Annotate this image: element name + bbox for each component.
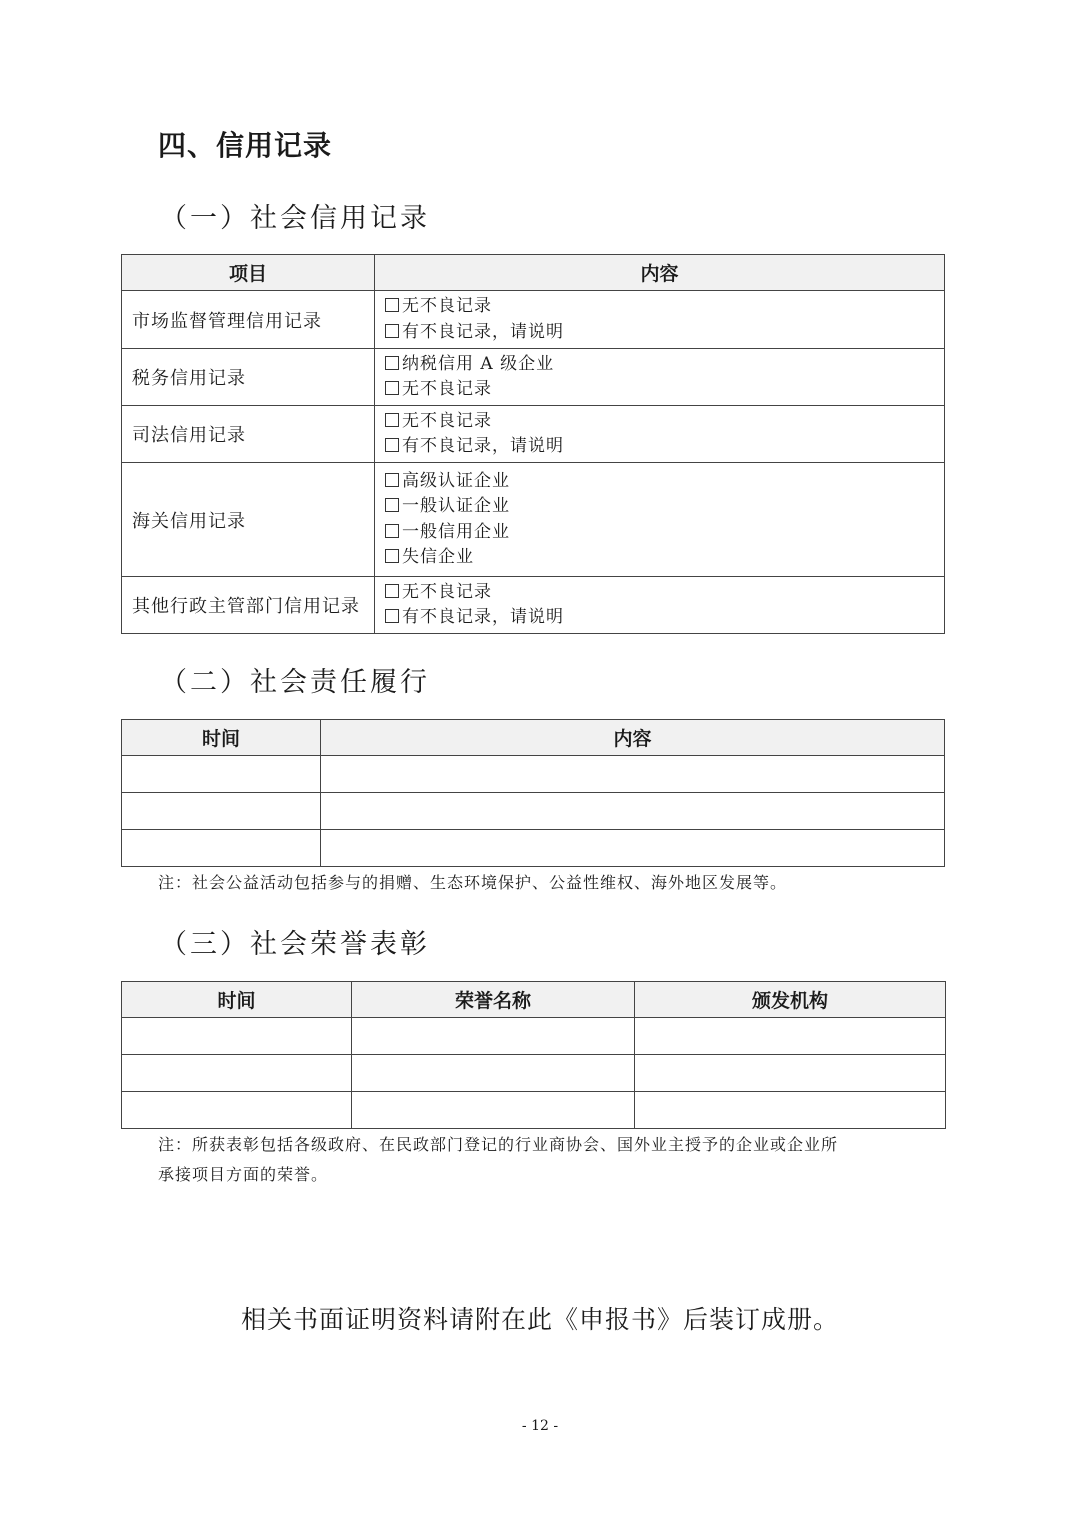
option-label: 无不良记录 [402, 379, 492, 399]
column-header-item: 项目 [122, 255, 375, 291]
checkbox-option[interactable] [375, 605, 944, 631]
checkbox-option[interactable] [375, 352, 944, 378]
responsibility-heading: （二）社会责任履行 [160, 667, 430, 698]
row-label: 市场监督管理信用记录 [122, 291, 375, 349]
issuer-cell[interactable] [635, 1092, 946, 1129]
checkbox-option[interactable] [375, 409, 944, 435]
option-label: 高级认证企业 [402, 470, 510, 491]
column-header-time: 时间 [122, 720, 321, 756]
row-label: 税务信用记录 [122, 349, 375, 406]
content-cell[interactable] [321, 793, 945, 830]
column-header-honor-name: 荣誉名称 [352, 982, 635, 1018]
checkbox-option[interactable] [375, 469, 944, 495]
options-cell [375, 577, 945, 634]
table-row [122, 406, 945, 463]
honor-name-cell[interactable] [352, 1055, 635, 1092]
option-label: 一般认证企业 [402, 496, 510, 516]
option-label: 一般信用企业 [402, 521, 510, 542]
checkbox-option[interactable] [375, 377, 944, 403]
table-row [122, 756, 945, 793]
column-header-content: 内容 [321, 720, 945, 756]
checkbox-icon[interactable] [385, 381, 399, 395]
option-label: 纳税信用 A 级企业 [402, 353, 555, 374]
row-label: 其他行政主管部门信用记录 [122, 577, 375, 634]
option-label: 无不良记录 [402, 410, 492, 431]
time-cell[interactable] [122, 1055, 352, 1092]
page-number: - 12 - [521, 1418, 559, 1434]
issuer-cell[interactable] [635, 1018, 946, 1055]
table-row [122, 793, 945, 830]
checkbox-option[interactable] [375, 494, 944, 520]
table-row [122, 1055, 946, 1092]
row-label: 海关信用记录 [122, 463, 375, 577]
credit-record-table [121, 254, 945, 634]
time-cell[interactable] [122, 793, 321, 830]
table-row [122, 291, 945, 349]
responsibility-table [121, 719, 945, 867]
column-header-content: 内容 [375, 255, 945, 291]
issuer-cell[interactable] [635, 1055, 946, 1092]
honor-heading: （三）社会荣誉表彰 [160, 929, 430, 960]
credit-heading: （一）社会信用记录 [160, 203, 430, 234]
checkbox-icon[interactable] [385, 584, 399, 598]
checkbox-icon[interactable] [385, 438, 399, 452]
options-cell [375, 291, 945, 349]
checkbox-option[interactable] [375, 320, 944, 346]
honor-note-line: 注：所获表彰包括各级政府、在民政部门登记的行业商协会、国外业主授予的企业或企业所 [158, 1135, 839, 1154]
honor-note-line: 承接项目方面的荣誉。 [158, 1165, 329, 1184]
options-cell [375, 406, 945, 463]
time-cell[interactable] [122, 756, 321, 793]
attachment-instruction: 相关书面证明资料请附在此《申报书》后装订成册。 [240, 1305, 839, 1334]
honor-note [158, 1130, 838, 1190]
checkbox-option[interactable] [375, 520, 944, 546]
row-label: 司法信用记录 [122, 406, 375, 463]
content-cell[interactable] [321, 756, 945, 793]
checkbox-option[interactable] [375, 545, 944, 571]
column-header-issuer: 颁发机构 [635, 982, 946, 1018]
time-cell[interactable] [122, 830, 321, 867]
content-cell[interactable] [321, 830, 945, 867]
checkbox-icon[interactable] [385, 298, 399, 312]
time-cell[interactable] [122, 1018, 352, 1055]
column-header-time: 时间 [122, 982, 352, 1018]
option-label: 无不良记录 [402, 581, 492, 602]
option-label: 有不良记录，请说明 [402, 607, 564, 627]
honor-table [121, 981, 946, 1129]
table-row [122, 577, 945, 634]
checkbox-icon[interactable] [385, 356, 399, 370]
checkbox-icon[interactable] [385, 498, 399, 512]
table-row [122, 1092, 946, 1129]
table-row [122, 830, 945, 867]
option-label: 失信企业 [402, 547, 474, 567]
honor-name-cell[interactable] [352, 1018, 635, 1055]
checkbox-option[interactable] [375, 434, 944, 460]
option-label: 有不良记录，请说明 [402, 321, 564, 342]
table-row [122, 1018, 946, 1055]
checkbox-icon[interactable] [385, 524, 399, 538]
checkbox-option[interactable] [375, 580, 944, 606]
checkbox-icon[interactable] [385, 609, 399, 623]
checkbox-icon[interactable] [385, 324, 399, 338]
section-title: 四、信用记录 [158, 129, 333, 162]
options-cell [375, 349, 945, 406]
table-row [122, 463, 945, 577]
responsibility-note: 注：社会公益活动包括参与的捐赠、生态环境保护、公益性维权、海外地区发展等。 [158, 873, 788, 892]
checkbox-option[interactable] [375, 294, 944, 320]
checkbox-icon[interactable] [385, 413, 399, 427]
option-label: 无不良记录 [402, 296, 492, 316]
checkbox-icon[interactable] [385, 473, 399, 487]
checkbox-icon[interactable] [385, 549, 399, 563]
option-label: 有不良记录，请说明 [402, 436, 564, 456]
table-row [122, 349, 945, 406]
honor-name-cell[interactable] [352, 1092, 635, 1129]
options-cell [375, 463, 945, 577]
time-cell[interactable] [122, 1092, 352, 1129]
